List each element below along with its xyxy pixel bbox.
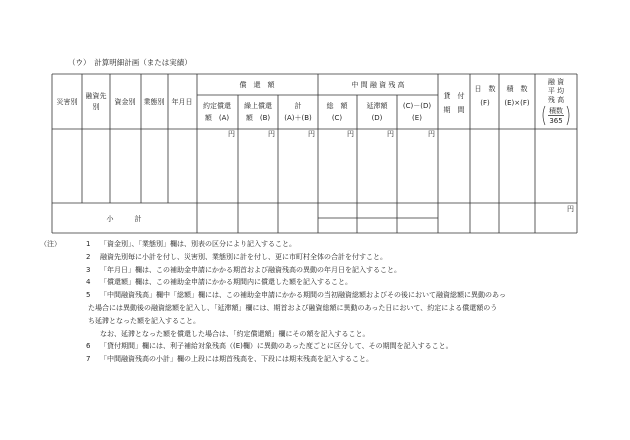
group-chukan: 中 間 融 資 残 高 xyxy=(351,81,405,89)
note-number: 2 xyxy=(86,252,91,261)
yen-heikin-subtotal: 円 xyxy=(567,205,574,213)
yen-kuriage: 円 xyxy=(268,130,275,138)
col-nengappi: 年月日 xyxy=(171,98,193,106)
col-heikin-line1: 融 資 xyxy=(547,78,565,86)
col-yushi-line1: 融資先 xyxy=(85,92,107,100)
col-heikin-line2: 平 均 xyxy=(547,87,565,95)
col-kuriage-line2: 額 (B) xyxy=(245,114,271,122)
notes-section xyxy=(40,238,600,366)
col-kei-line2: (A)＋(B) xyxy=(284,114,312,122)
note-number: 7 xyxy=(86,355,91,364)
fraction-denominator: 365 xyxy=(549,117,563,125)
col-yakutei-line2: 額 (A) xyxy=(204,114,230,122)
col-saigai: 災害別 xyxy=(56,98,78,106)
note-number: 1 xyxy=(86,240,91,248)
note-text: 「中間融資残高」欄中「総額」欄には、この補助金申請にかかる期間の当初融資総額およびその後において融資総額に異動のあっ xyxy=(100,291,506,300)
col-sougaku-line1: 総 額 xyxy=(326,102,348,110)
col-kei-line1: 計 xyxy=(294,102,302,110)
notes-label: （注） xyxy=(40,240,61,248)
note-number: 6 xyxy=(86,342,91,351)
col-yushi-line2: 別 xyxy=(92,103,100,111)
note-text: 「償還額」欄は、この補助金申請にかかる期間内に償還した額を記入すること。 xyxy=(100,278,352,287)
col-yakutei-line1: 約定償還 xyxy=(203,102,231,110)
col-gyotai: 業態別 xyxy=(143,98,165,106)
note-number: 5 xyxy=(86,291,91,300)
yen-kei: 円 xyxy=(308,130,315,138)
col-entai-line1: 延滞額 xyxy=(366,102,388,110)
yen-yakutei: 円 xyxy=(228,130,235,138)
col-nissu-line2: (F) xyxy=(480,99,490,107)
note-5-line-2: た場合には異動後の融資総額を記入し、「延滞額」欄には、期首および融資総額に異動のあった日において、約定による償還額のう xyxy=(88,303,498,312)
yen-entai: 円 xyxy=(387,130,394,138)
col-sougaku-line2: (C) xyxy=(331,114,343,122)
subtotal-label: 小 計 xyxy=(106,215,142,223)
note-text: 「年月日」欄は、この補助金申請にかかる期首および融資残高の異動の年月日を記入すること。 xyxy=(100,265,401,274)
col-kashitsuke-line2: 期 間 xyxy=(443,106,465,114)
note-text: 「貸付期間」欄には、利子補給対象残高（(E)欄）に異動のあった度ごとに区分して、その期間を記入すること。 xyxy=(100,342,453,351)
group-shokan: 償 還 額 xyxy=(239,81,275,89)
yen-cd: 円 xyxy=(428,130,435,138)
col-cd-line2: (E) xyxy=(412,114,422,122)
note-number: 4 xyxy=(86,278,91,287)
note-5-line-4: なお、延滞となった額を償還した場合は、「約定償還額」欄にその額を記入すること。 xyxy=(100,329,370,338)
col-shikin: 資金別 xyxy=(114,98,136,106)
col-entai-line2: (D) xyxy=(371,114,383,122)
col-seki-line1: 積 数 xyxy=(506,85,528,93)
fraction-numerator: 積数 xyxy=(549,107,563,115)
col-cd-line1: (C)－(D) xyxy=(402,102,432,110)
note-text: 「中間融資残高の小計」欄の上段には期首残高を、下段には期末残高を記入すること。 xyxy=(100,355,373,364)
col-nissu-line1: 日 数 xyxy=(474,85,496,93)
col-heikin-line3: 残 高 xyxy=(547,96,565,104)
yen-sougaku: 円 xyxy=(347,130,354,138)
col-kuriage-line1: 繰上償還 xyxy=(244,102,272,110)
right-paren xyxy=(567,106,569,125)
col-seki-line2: (E)×(F) xyxy=(504,99,530,107)
note-text: 融資先別毎に小計を付し、災害別、業態別に計を付し、更に市町村全体の合計を付すこと。 xyxy=(100,252,387,261)
left-paren xyxy=(543,106,545,125)
note-number: 3 xyxy=(86,265,91,274)
note-text: 「資金別」、「業態別」欄は、別表の区分により記入すること。 xyxy=(100,240,296,248)
table-caption: （ウ） 計算明細計画（または実績） xyxy=(68,58,192,67)
note-5-line-3: ち延滞となった額を記入すること。 xyxy=(88,316,200,325)
col-kashitsuke-line1: 貸 付 xyxy=(443,92,465,100)
